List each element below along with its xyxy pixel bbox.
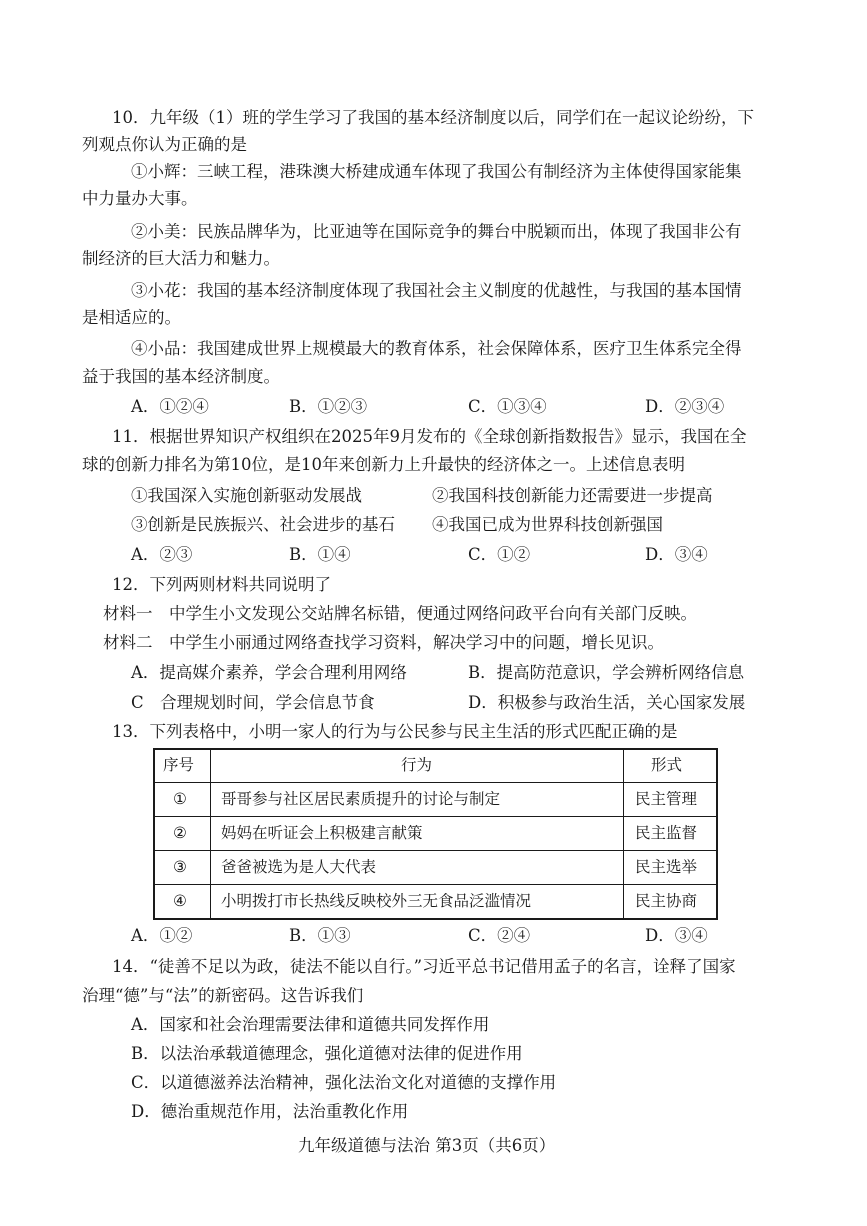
q13-option-d: D．③④ — [645, 926, 708, 945]
q10-option-d: D．②③④ — [645, 397, 725, 416]
table-rule — [153, 850, 718, 851]
table-cell-form: 民主选举 — [635, 858, 698, 876]
table-rule — [153, 782, 718, 783]
table-cell-index: ① — [173, 790, 187, 808]
q11-stem-line1: 11．根据世界知识产权组织在2025年9月发布的《全球创新指数报告》显示，我国在全 — [112, 427, 747, 446]
table-border-bottom — [153, 918, 718, 920]
q10-view2-line2: 制经济的巨大活力和魅力。 — [82, 249, 280, 268]
q10-view1-line2: 中力量办大事。 — [82, 189, 198, 208]
table-rule — [153, 816, 718, 817]
table-cell-action: 哥哥参与社区居民素质提升的讨论与制定 — [221, 790, 501, 808]
table-border-left — [153, 748, 155, 920]
table-cell-form: 民主管理 — [635, 790, 698, 808]
q10-view3-line1: ③小花：我国的基本经济制度体现了我国社会主义制度的优越性，与我国的基本国情 — [131, 281, 742, 300]
table-border-right — [716, 748, 718, 920]
table-cell-action: 妈妈在听证会上积极建言献策 — [221, 824, 423, 842]
table-header-index: 序号 — [163, 756, 195, 774]
q10-view4-line2: 益于我国的基本经济制度。 — [82, 367, 280, 386]
table-cell-action: 爸爸被选为是人大代表 — [221, 858, 377, 876]
table-cell-index: ④ — [173, 892, 187, 910]
q14-option-c: C．以道德滋养法治精神，强化法治文化对道德的支撑作用 — [131, 1073, 557, 1092]
q10-stem-line1: 10．九年级（1）班的学生学习了我国的基本经济制度以后，同学们在一起议论纷纷，下 — [112, 108, 754, 127]
q14-option-b: B．以法治承载道德理念，强化道德对法律的促进作用 — [131, 1044, 523, 1063]
q10-view1-line1: ①小辉：三峡工程，港珠澳大桥建成通车体现了我国公有制经济为主体使得国家能集 — [131, 162, 742, 181]
q13-table — [153, 748, 718, 920]
q11-statement1: ①我国深入实施创新驱动发展战 — [131, 486, 362, 505]
q12-material1: 材料一 中学生小文发现公交站牌名标错，便通过网络问政平台向有关部门反映。 — [103, 604, 697, 623]
q10-option-a: A．①②④ — [131, 397, 209, 416]
q11-option-a: A．②③ — [131, 545, 193, 564]
table-cell-index: ③ — [173, 858, 187, 876]
q12-option-a: A．提高媒介素养，学会合理利用网络 — [131, 663, 407, 682]
q11-statement4: ④我国已成为世界科技创新强国 — [432, 515, 663, 534]
table-rule — [153, 884, 718, 885]
table-cell-index: ② — [173, 824, 187, 842]
q12-material2: 材料二 中学生小丽通过网络查找学习资料，解决学习中的问题，增长见识。 — [103, 633, 664, 652]
table-divider — [210, 748, 211, 920]
q11-option-b: B．①④ — [289, 545, 351, 564]
q10-option-b: B．①②③ — [289, 397, 368, 416]
q10-view2-line1: ②小美：民族品牌华为，比亚迪等在国际竞争的舞台中脱颖而出，体现了我国非公有 — [131, 222, 742, 241]
q14-option-a: A．国家和社会治理需要法律和道德共同发挥作用 — [131, 1015, 490, 1034]
q13-option-b: B．①③ — [289, 926, 351, 945]
q12-stem: 12．下列两则材料共同说明了 — [112, 575, 331, 594]
q10-option-c: C．①③④ — [468, 397, 547, 416]
q10-view3-line2: 是相适应的。 — [82, 308, 181, 327]
q14-stem-line2: 治理“德”与“法”的新密码。这告诉我们 — [82, 986, 364, 1005]
q13-stem: 13．下列表格中，小明一家人的行为与公民参与民主生活的形式匹配正确的是 — [112, 722, 678, 741]
page-footer: 九年级道德与法治 第3页（共6页） — [298, 1136, 556, 1155]
q10-stem-line2: 列观点你认为正确的是 — [82, 135, 247, 154]
table-cell-action: 小明拨打市长热线反映校外三无食品泛滥情况 — [221, 892, 532, 910]
q11-option-c: C．①② — [468, 545, 531, 564]
q11-statement3: ③创新是民族振兴、社会进步的基石 — [131, 515, 395, 534]
q13-option-c: C．②④ — [468, 926, 531, 945]
table-header-form: 形式 — [651, 756, 683, 774]
table-divider — [623, 748, 624, 920]
table-cell-form: 民主监督 — [635, 824, 698, 842]
q13-option-a: A．①② — [131, 926, 193, 945]
q12-option-c: C 合理规划时间，学会信息节食 — [131, 693, 375, 712]
q12-option-b: B．提高防范意识，学会辨析网络信息 — [468, 663, 745, 682]
table-border-top — [153, 748, 718, 750]
q10-view4-line1: ④小品：我国建成世界上规模最大的教育体系，社会保障体系，医疗卫生体系完全得 — [131, 339, 742, 358]
table-header-action: 行为 — [401, 756, 433, 774]
table-cell-form: 民主协商 — [635, 892, 698, 910]
q14-stem-line1: 14．“徒善不足以为政，徒法不能以自行。”习近平总书记借用孟子的名言，诠释了国家 — [112, 957, 736, 976]
q11-option-d: D．③④ — [645, 545, 708, 564]
q14-option-d: D．德治重规范作用，法治重教化作用 — [131, 1102, 409, 1121]
q11-statement2: ②我国科技创新能力还需要进一步提高 — [432, 486, 713, 505]
q11-stem-line2: 球的创新力排名为第10位，是10年来创新力上升最快的经济体之一。上述信息表明 — [82, 455, 685, 474]
q12-option-d: D．积极参与政治生活，关心国家发展 — [468, 693, 746, 712]
